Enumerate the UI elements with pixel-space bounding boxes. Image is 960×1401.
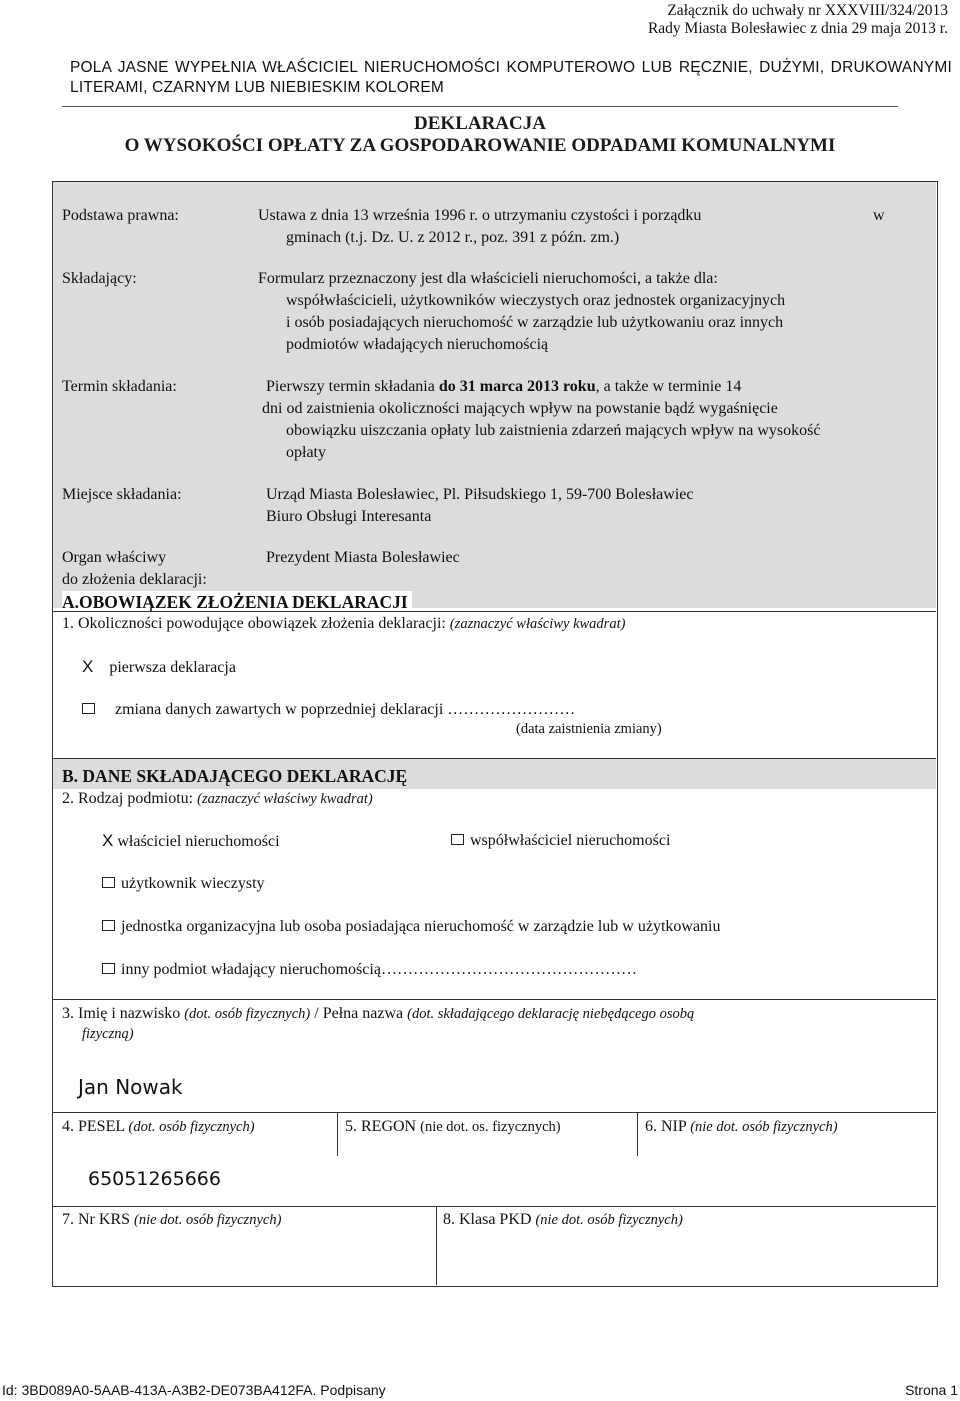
krs-label [62, 1209, 281, 1231]
deadline-pre: Pierwszy termin składania [266, 378, 439, 395]
change-date-dots: …………………… [447, 701, 576, 718]
regon-label-text: 5. REGON [345, 1118, 421, 1135]
legal-basis-line-1: Ustawa z dnia 13 września 1996 r. o utrzymaniu czystości i porządku [258, 207, 702, 224]
question-1-hint: (zaznaczyć właściwy kwadrat) [449, 616, 626, 632]
section-a-title: A.OBOWIĄZEK ZŁOŻENIA DEKLARACJI [62, 591, 412, 613]
section-b-top-divider [53, 758, 936, 759]
place-line-2: Biuro Obsługi Interesanta [266, 508, 432, 525]
legal-basis-line-2: gminach (t.j. Dz. U. z 2012 r., poz. 391 z późn. zm.) [286, 229, 620, 246]
filer-line-1: Formularz przeznaczony jest dla właścicieli nieruchomości, a także dla: [258, 270, 718, 287]
checkbox-empty[interactable] [102, 920, 115, 931]
question-3-hint-2: (dot. składającego deklarację niebędącego osobą [407, 1006, 695, 1022]
checkbox-empty[interactable] [82, 703, 95, 714]
krs-hint: (nie dot. osób fizycznych) [134, 1212, 282, 1228]
checkbox-empty[interactable] [102, 963, 115, 974]
regon-hint: (nie dot. os. fizycznych) [420, 1119, 561, 1135]
page-footer [2, 1382, 958, 1398]
pesel-label-text: 4. PESEL [62, 1118, 129, 1135]
annex-line-1: Załącznik do uchwały nr XXXVIII/324/2013 [667, 2, 948, 19]
option-first-declaration[interactable] [82, 656, 236, 679]
place-line-1: Urząd Miasta Bolesławiec, Pl. Piłsudskiego 1, 59-700 Bolesławiec [266, 486, 694, 503]
option-other-entity[interactable] [102, 959, 637, 981]
checkbox-checked-x[interactable]: X [82, 657, 94, 676]
option-other-entity-label: inny podmiot władający nieruchomością [121, 961, 381, 978]
question-2-hint: (zaznaczyć właściwy kwadrat) [197, 791, 373, 807]
question-3 [62, 1003, 694, 1025]
option-organizational-unit-label: jednostka organizacyjna lub osoba posiadająca nieruchomość w zarządzie lub w użytkowaniu [121, 918, 721, 935]
authority-value: Prezydent Miasta Bolesławiec [266, 549, 460, 566]
pkd-label-text: 8. Klasa PKD [443, 1211, 536, 1228]
question-3-hint-3: fizyczną) [82, 1026, 134, 1042]
checkbox-empty[interactable] [451, 834, 464, 845]
deadline-line-2: dni od zaistnienia okoliczności mających wpływ na powstanie bądź wygaśnięcie [262, 400, 778, 417]
question-3-text-b: / Pełna nazwa [310, 1005, 408, 1022]
nip-label-text: 6. NIP [645, 1118, 691, 1135]
place-label: Miejsce składania: [62, 486, 182, 503]
instruction-divider [62, 106, 898, 107]
document-id: Id: 3BD089A0-5AAB-413A-A3B2-DE073BA412FA. Podpisany [2, 1382, 386, 1398]
pkd-hint: (nie dot. osób fizycznych) [535, 1212, 683, 1228]
deadline-line-3: obowiązku uiszczania opłaty lub zaistnienia zdarzeń mających wpływ na wysokość [286, 422, 821, 439]
question-1-text: 1. Okoliczności powodujące obowiązek złożenia deklaracji: [62, 615, 450, 632]
option-data-change-label: zmiana danych zawartych w poprzedniej deklaracji [115, 701, 444, 718]
pkd-label [443, 1209, 683, 1231]
pkd-cell-divider [436, 1206, 437, 1285]
section-a-divider [53, 611, 936, 612]
nip-hint: (nie dot. osób fizycznych) [690, 1119, 838, 1135]
page-number: Strona 1 [905, 1382, 958, 1398]
option-organizational-unit[interactable] [102, 916, 721, 938]
pesel-value[interactable]: 65051265666 [88, 1168, 221, 1190]
option-perpetual-user[interactable] [102, 873, 265, 895]
pesel-hint: (dot. osób fizycznych) [128, 1119, 255, 1135]
question-1 [62, 613, 625, 635]
regon-cell-divider [337, 1112, 338, 1156]
option-owner[interactable] [102, 830, 280, 853]
id-fields-divider [53, 1112, 936, 1113]
deadline-date: do 31 marca 2013 roku [438, 378, 596, 395]
deadline-post: , a także w terminie 14 [595, 378, 742, 395]
legal-basis-label: Podstawa prawna: [62, 207, 179, 224]
option-coowner-label: współwłaściciel nieruchomości [470, 832, 671, 849]
question-3-text-a: 3. Imię i nazwisko [62, 1005, 185, 1022]
filer-label: Składający: [62, 270, 137, 287]
option-owner-label: właściciel nieruchomości [117, 833, 280, 850]
krs-fields-divider [53, 1206, 936, 1207]
change-date-note: (data zaistnienia zmiany) [516, 721, 662, 737]
form-title: DEKLARACJA [414, 113, 546, 134]
question-2-text: 2. Rodzaj podmiotu: [62, 790, 198, 807]
authority-label-2: do złożenia deklaracji: [62, 571, 207, 588]
form-subtitle: O WYSOKOŚCI OPŁATY ZA GOSPODAROWANIE ODPADAMI KOMUNALNYMI [124, 135, 836, 156]
filer-line-4: podmiotów władających nieruchomością [286, 336, 549, 353]
legal-basis-w: w [873, 207, 885, 224]
nip-cell-divider [637, 1112, 638, 1156]
name-value[interactable]: Jan Nowak [78, 1075, 183, 1099]
regon-label [345, 1116, 561, 1138]
option-coowner[interactable] [451, 830, 670, 852]
option-first-declaration-label: pierwsza deklaracja [109, 659, 236, 676]
question-3-hint-1: (dot. osób fizycznych) [184, 1006, 311, 1022]
annex-line-2: Rady Miasta Bolesławiec z dnia 29 maja 2013 r. [647, 20, 948, 37]
checkbox-empty[interactable] [102, 877, 115, 888]
nip-label [645, 1116, 838, 1138]
name-field-divider [53, 999, 936, 1000]
option-perpetual-user-label: użytkownik wieczysty [121, 875, 265, 892]
filer-line-3: i osób posiadających nieruchomość w zarządzie lub użytkowaniu oraz innych [286, 314, 784, 331]
section-b-title: B. DANE SKŁADAJĄCEGO DEKLARACJĘ [62, 766, 408, 786]
filling-instruction: POLA JASNE WYPEŁNIA WŁAŚCICIEL NIERUCHOMOŚCI KOMPUTEROWO LUB RĘCZNIE, DUŻYMI, DRUKOWANYMI LITERAMI, CZARNYM LUB NIEBIESKIM KOLOREM [70, 59, 952, 96]
krs-label-text: 7. Nr KRS [62, 1211, 135, 1228]
question-2 [62, 788, 373, 810]
filer-line-2: współwłaścicieli, użytkowników wieczystych oraz jednostek organizacyjnych [286, 292, 786, 309]
pesel-label [62, 1116, 255, 1138]
other-entity-dots: ………………………………………… [380, 961, 637, 978]
deadline-label: Termin składania: [62, 378, 177, 395]
option-data-change[interactable] [82, 699, 575, 721]
deadline-line-4: opłaty [286, 444, 326, 461]
authority-label-1: Organ właściwy [62, 549, 167, 566]
deadline-line-1 [266, 376, 741, 398]
annex-note [648, 2, 948, 38]
checkbox-checked-x[interactable]: X [102, 831, 114, 850]
